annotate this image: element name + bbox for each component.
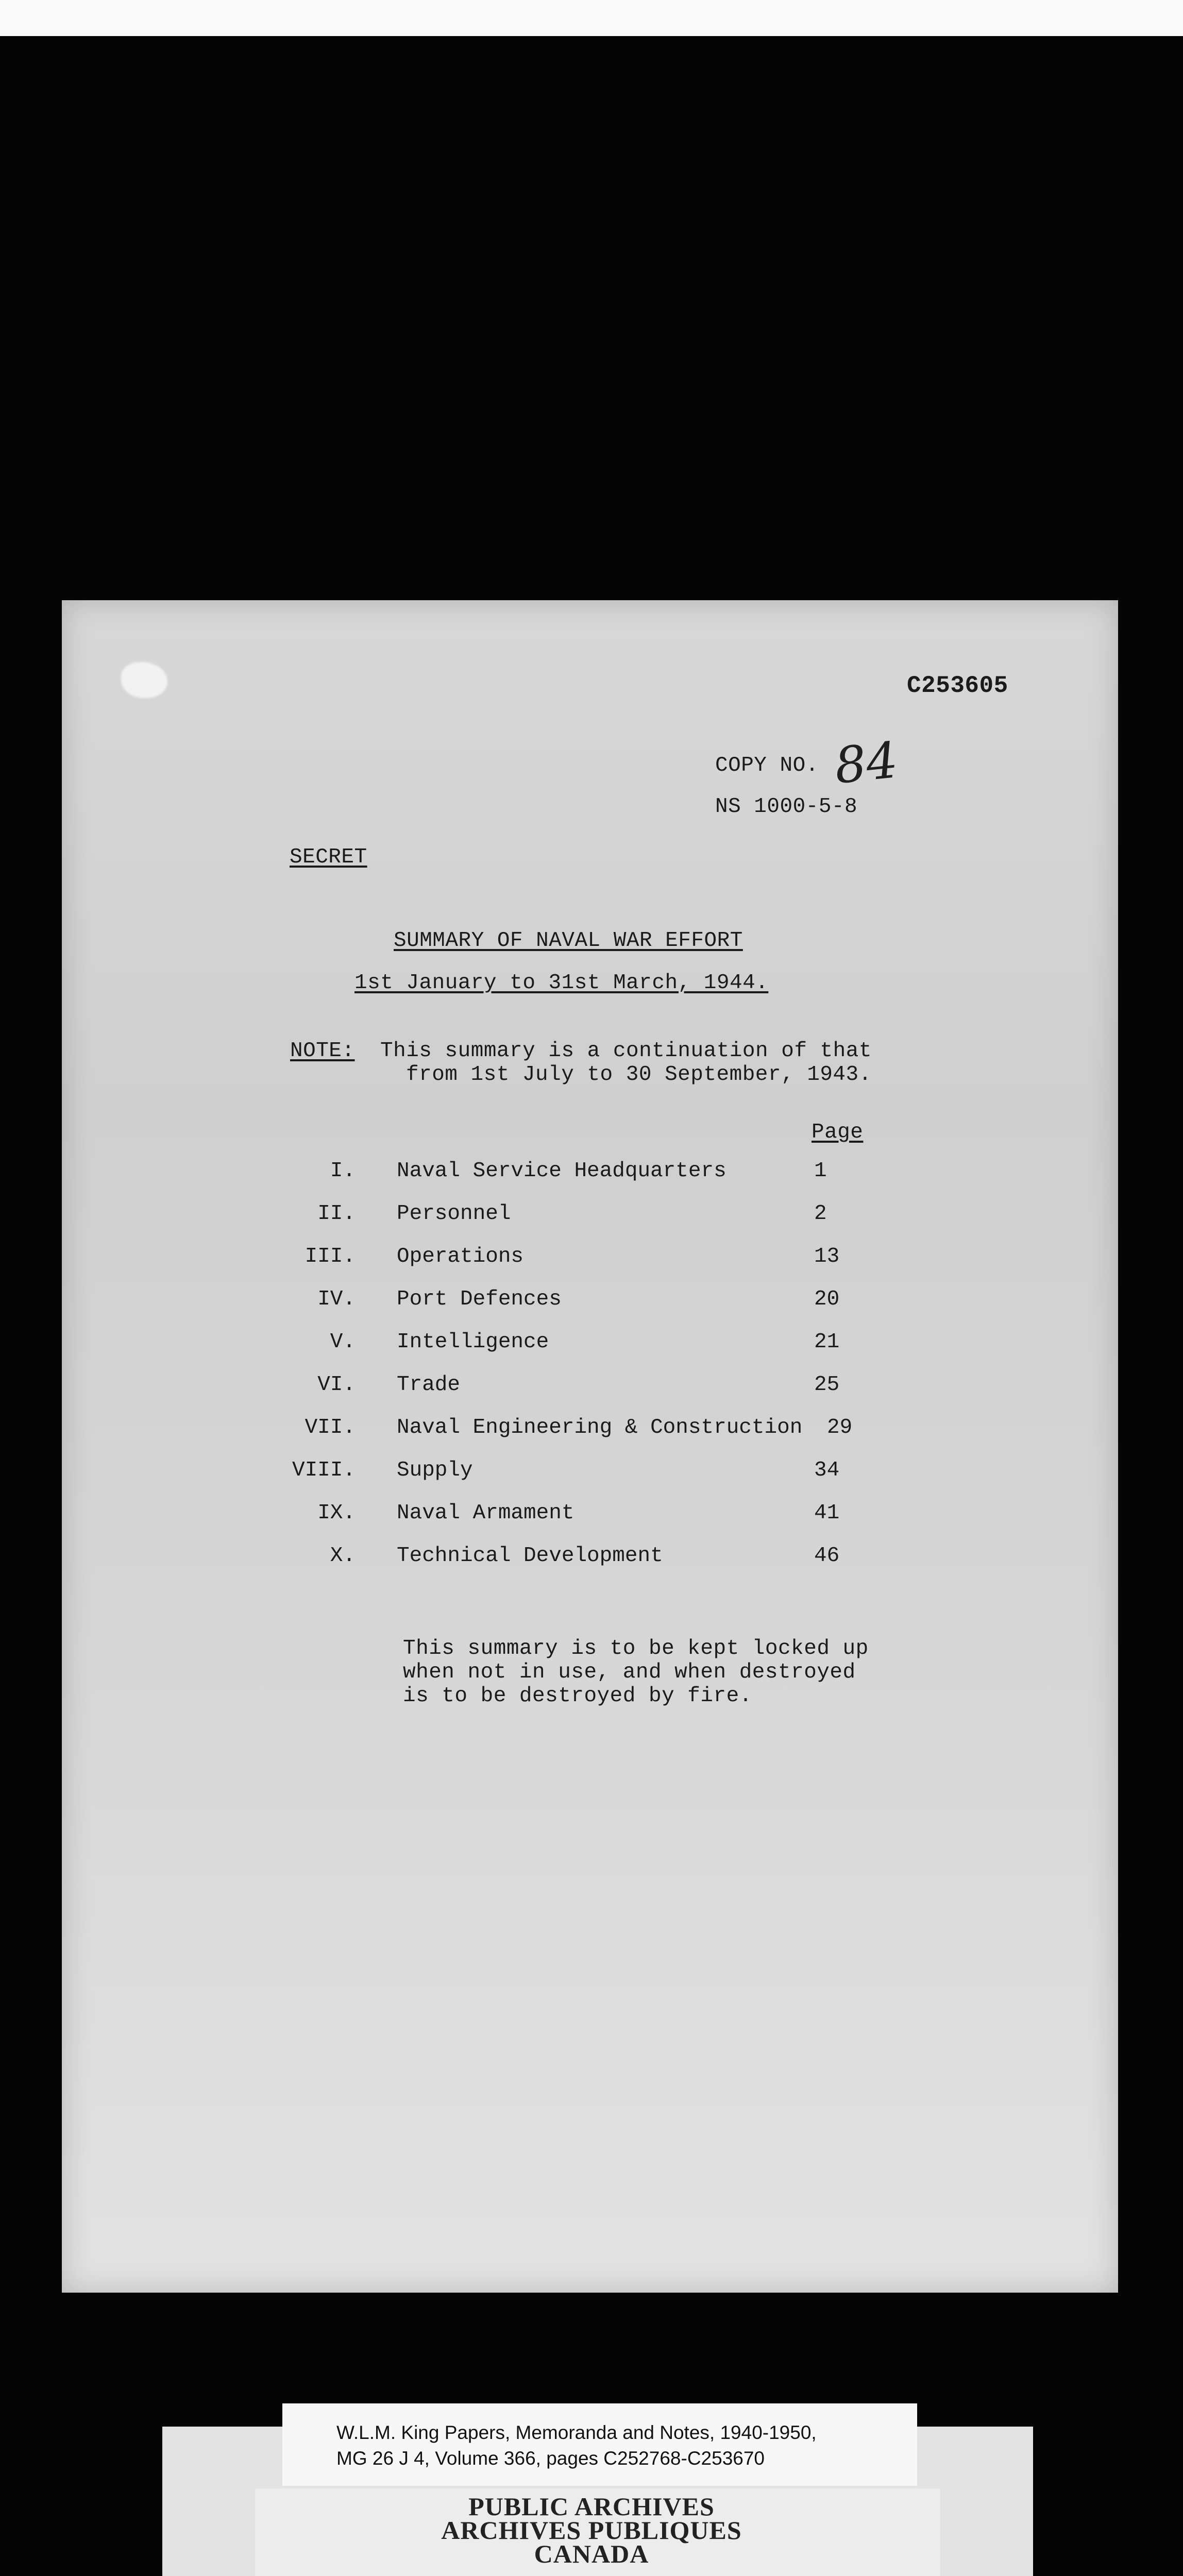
toc-numeral: III. [305,1245,356,1268]
toc-title: Naval Engineering & Construction [397,1416,803,1439]
toc-row [62,1159,1118,1190]
archive-stamp-line-3: CANADA [534,2539,649,2568]
toc-title: Naval Service Headquarters [397,1159,726,1183]
toc-page: 25 [814,1373,840,1397]
punch-hole [121,662,167,698]
toc-numeral: V. [330,1330,356,1354]
warning-line-1: This summary is to be kept locked up [403,1637,869,1660]
toc-page: 21 [814,1330,840,1354]
toc-page: 34 [814,1459,840,1482]
archive-stamp-line-2: ARCHIVES PUBLIQUES [441,2516,742,2545]
document-page [62,600,1118,2293]
classification-marking: SECRET [290,845,367,869]
reference-number: C253605 [907,672,1008,699]
toc-numeral: VII. [305,1416,356,1439]
toc-row [62,1459,1118,1489]
toc-row [62,1544,1118,1575]
toc-title: Trade [397,1373,461,1397]
page-column-header: Page [812,1121,864,1144]
toc-page: 29 [827,1416,853,1439]
archive-reference-line-1: W.L.M. King Papers, Memoranda and Notes, 1940-1950, [336,2422,817,2443]
top-margin [0,0,1183,36]
toc-numeral: X. [330,1544,356,1568]
toc-title: Personnel [397,1202,511,1226]
document-title: SUMMARY OF NAVAL WAR EFFORT [394,929,743,953]
archive-stamp-line-1: PUBLIC ARCHIVES [468,2492,715,2521]
toc-row [62,1501,1118,1532]
toc-page: 41 [814,1501,840,1525]
toc-numeral: VIII. [292,1459,356,1482]
toc-numeral: I. [330,1159,356,1183]
note-line-1: This summary is a continuation of that [380,1039,872,1063]
toc-page: 46 [814,1544,840,1568]
copy-label: COPY NO. [715,754,819,777]
toc-numeral: IV. [317,1287,356,1311]
copy-number-handwritten: 84 [832,731,901,795]
file-number: NS 1000-5-8 [715,795,858,819]
warning-line-2: when not in use, and when destroyed [403,1660,856,1684]
toc-page: 20 [814,1287,840,1311]
toc-title: Intelligence [397,1330,549,1354]
toc-numeral: VI. [317,1373,356,1397]
toc-numeral: IX. [317,1501,356,1525]
toc-row [62,1330,1118,1361]
toc-title: Technical Development [397,1544,663,1568]
note-label: NOTE: [290,1039,355,1063]
toc-title: Naval Armament [397,1501,574,1525]
archive-reference-label [282,2403,917,2486]
toc-row [62,1202,1118,1233]
toc-row [62,1245,1118,1276]
toc-numeral: II. [317,1202,356,1226]
toc-title: Operations [397,1245,524,1268]
note-line-2: from 1st July to 30 September, 1943. [406,1063,872,1087]
toc-title: Supply [397,1459,473,1482]
toc-page: 2 [814,1202,827,1226]
toc-page: 13 [814,1245,840,1268]
toc-title: Port Defences [397,1287,562,1311]
toc-page: 1 [814,1159,827,1183]
toc-row [62,1373,1118,1404]
toc-row [62,1416,1118,1447]
archive-reference-line-2: MG 26 J 4, Volume 366, pages C252768-C253670 [336,2448,765,2469]
toc-row [62,1287,1118,1318]
document-period: 1st January to 31st March, 1944. [354,971,769,995]
warning-line-3: is to be destroyed by fire. [403,1684,752,1708]
